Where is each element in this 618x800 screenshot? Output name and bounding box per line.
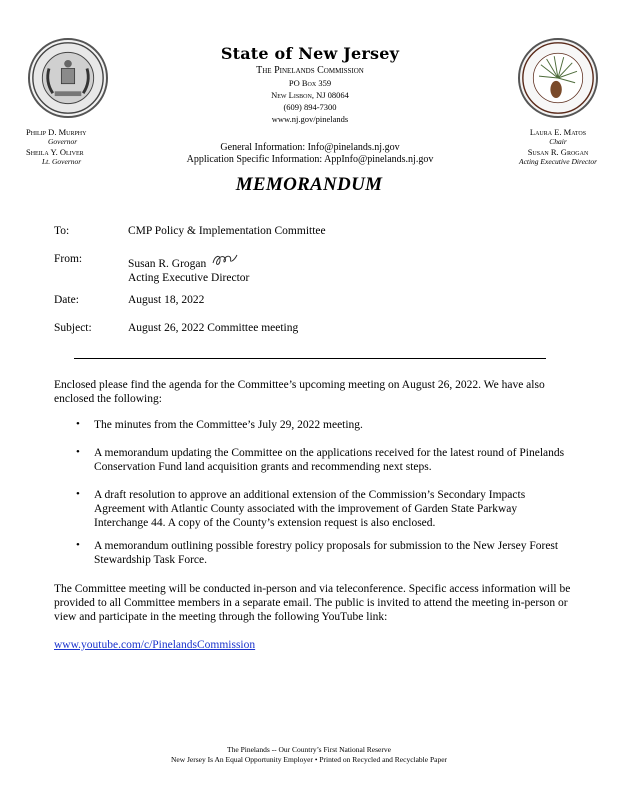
left-officials [26,127,86,167]
from-title: Acting Executive Director [128,272,250,284]
pinelands-commission-seal-icon [518,38,598,118]
intro-paragraph: Enclosed please find the agenda for the Committee’s upcoming meeting on August 26, 2022. We have also enclosed the following: [54,379,545,405]
from-label: From: [54,253,83,265]
footer [0,745,618,765]
right-officials [506,127,610,167]
bullet-icon: • [76,539,80,551]
city-address: New Lisbon, NJ 08064 [271,90,349,100]
date-label: Date: [54,294,79,306]
list-item: A draft resolution to approve an additional extension of the Commission’s Secondary Impacts Agreement with Atlantic County associated with the improvement of Garden State Parkway Interchange 44. A copy of the County’s extension request is also enclosed. [94,489,526,529]
subject-row [0,321,618,335]
commission-name: The Pinelands Commission [256,65,364,76]
to-value: CMP Policy & Implementation Committee [128,225,326,237]
governor-title: Governor [48,137,78,146]
website: www.nj.gov/pinelands [271,114,349,124]
to-label: To: [54,225,70,237]
footer-notice: New Jersey Is An Equal Opportunity Employer • Printed on Recycled and Recyclable Paper [170,755,448,764]
bullet-icon: • [76,488,80,500]
list-item: A memorandum outlining possible forestry policy proposals for submission to the New Jersey Forest Stewardship Task Force. [94,540,559,566]
chair-name: Laura E. Matos [529,127,587,137]
contact-info [150,142,470,166]
from-name: Susan R. Grogan [128,258,207,270]
general-info-email: General Information: Info@pinelands.nj.gov [220,142,400,153]
youtube-link[interactable]: www.youtube.com/c/PinelandsCommission [54,639,256,651]
phone-number: (609) 894-7300 [283,102,337,112]
divider-line [74,358,546,359]
chair-title: Chair [549,137,567,146]
date-row [0,293,618,307]
application-info-email: Application Specific Information: AppInfo@pinelands.nj.gov [186,154,434,165]
bullet-icon: • [76,418,80,430]
list-item: The minutes from the Committee’s July 29, 2022 meeting. [94,419,363,431]
subject-label: Subject: [54,322,92,334]
state-name: State of New Jersey [220,44,400,63]
subject-value: August 26, 2022 Committee meeting [128,322,299,334]
bullet-icon: • [76,446,80,458]
to-row [0,224,618,238]
closing-paragraph: The Committee meeting will be conducted in-person and via teleconference. Specific access information will be provided to all Committee members in a separate email. The public is invited to attend the meeting in-person or view and participate in the meeting through the following YouTube link: [54,583,571,623]
director-name: Susan R. Grogan [527,147,589,157]
list-item: A memorandum updating the Committee on the applications received for the latest round of Pinelands Conservation Fund land acquisition grants and recommending next steps. [94,447,565,473]
footer-tagline: The Pinelands -- Our Country’s First National Reserve [227,745,391,754]
memo-title: MEMORANDUM [235,174,383,195]
from-row [0,252,618,284]
director-title: Acting Executive Director [518,157,598,166]
governor-name: Philip D. Murphy [26,127,87,137]
from-value [128,252,249,285]
date-value: August 18, 2022 [128,294,205,306]
lt-governor-title: Lt. Governor [42,157,82,166]
letterhead [160,44,460,125]
po-box: PO Box 359 [288,78,332,88]
signature-initials-icon [210,252,240,268]
lt-governor-name: Sheila Y. Oliver [26,147,84,157]
nj-state-seal-icon [28,38,108,118]
